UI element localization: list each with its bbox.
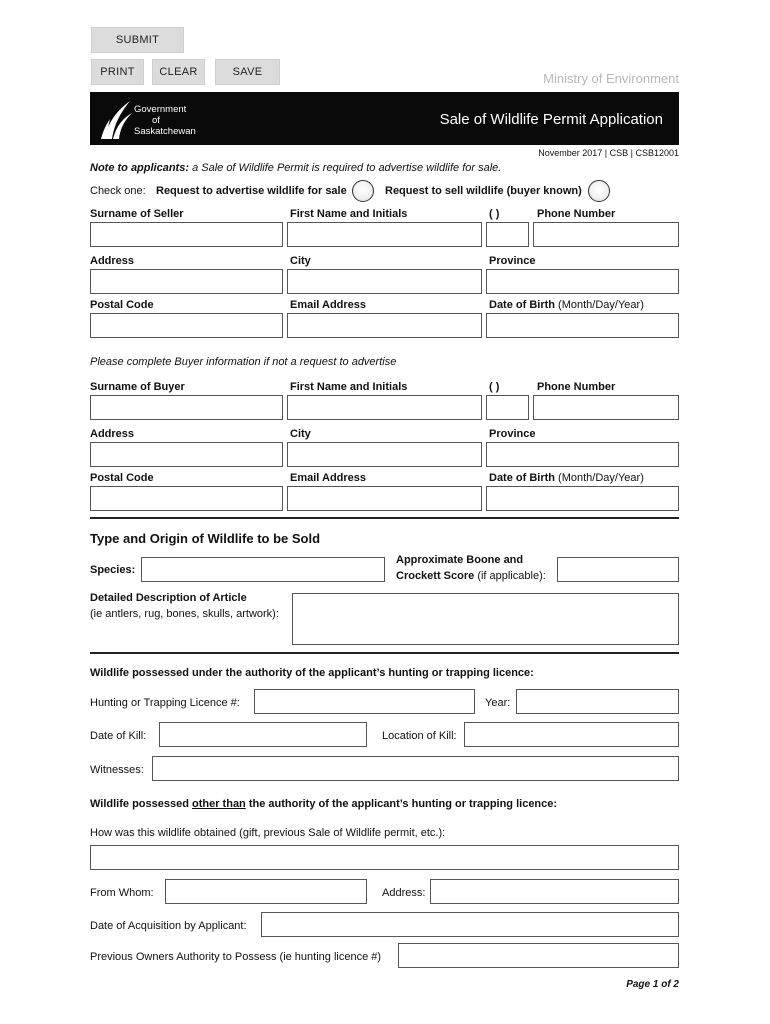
form-reference: November 2017 | CSB | CSB12001: [538, 148, 679, 158]
acquisition-date-label: Date of Acquisition by Applicant:: [90, 920, 247, 932]
date-kill-input[interactable]: [159, 722, 367, 747]
clear-button[interactable]: CLEAR: [152, 59, 205, 85]
ministry-name: Ministry of Environment: [543, 71, 679, 86]
how-obtained-label: How was this wildlife obtained (gift, previous Sale of Wildlife permit, etc.):: [90, 827, 446, 839]
seller-dob-input[interactable]: [486, 313, 679, 338]
buyer-area-code-label: ( ): [489, 381, 500, 393]
seller-first-name-input[interactable]: [287, 222, 482, 247]
government-wordmark: [134, 104, 196, 137]
buyer-surname-label: Surname of Buyer: [90, 381, 185, 393]
buyer-address-input[interactable]: [90, 442, 283, 467]
year-input[interactable]: [516, 689, 679, 714]
seller-email-input[interactable]: [287, 313, 482, 338]
note-text: a Sale of Wildlife Permit is required to advertise wildlife for sale.: [189, 162, 502, 174]
licence-section-title: Wildlife possessed under the authority of the applicant’s hunting or trapping licence:: [90, 667, 534, 679]
buyer-phone-input[interactable]: [533, 395, 679, 420]
location-kill-label: Location of Kill:: [382, 730, 457, 742]
description-textarea[interactable]: [292, 593, 679, 645]
buyer-dob-input[interactable]: [486, 486, 679, 511]
seller-dob-format: (Month/Day/Year): [555, 299, 644, 311]
witnesses-input[interactable]: [152, 756, 679, 781]
score-label-text: Crockett Score: [396, 570, 475, 582]
buyer-instruction: Please complete Buyer information if not a request to advertise: [90, 356, 397, 368]
seller-phone-label: Phone Number: [537, 208, 616, 220]
buyer-city-input[interactable]: [287, 442, 482, 467]
submit-button[interactable]: SUBMIT: [91, 27, 184, 53]
seller-surname-label: Surname of Seller: [90, 208, 184, 220]
seller-phone-input[interactable]: [533, 222, 679, 247]
buyer-first-name-input[interactable]: [287, 395, 482, 420]
buyer-postal-input[interactable]: [90, 486, 283, 511]
buyer-email-input[interactable]: [287, 486, 482, 511]
witnesses-label: Witnesses:: [90, 764, 144, 776]
other-title-underlined: other than: [192, 798, 246, 810]
from-whom-input[interactable]: [165, 879, 367, 904]
section-divider-2: [90, 652, 679, 654]
note-label: Note to applicants:: [90, 162, 190, 174]
government-logo-icon: [100, 99, 134, 141]
seller-surname-input[interactable]: [90, 222, 283, 247]
save-button[interactable]: SAVE: [215, 59, 280, 85]
seller-area-code-label: ( ): [489, 208, 500, 220]
buyer-dob-label-text: Date of Birth: [489, 472, 555, 484]
buyer-postal-label: Postal Code: [90, 472, 154, 484]
wildlife-section-title: Type and Origin of Wildlife to be Sold: [90, 531, 321, 546]
seller-dob-label-text: Date of Birth: [489, 299, 555, 311]
gov-line-3: Saskatchewan: [134, 126, 196, 137]
seller-city-label: City: [290, 255, 311, 267]
gov-line-2: of: [152, 115, 160, 126]
licence-number-label: Hunting or Trapping Licence #:: [90, 697, 240, 709]
buyer-address-label: Address: [90, 428, 135, 440]
radio-advertise[interactable]: [352, 180, 374, 202]
location-kill-input[interactable]: [464, 722, 679, 747]
seller-postal-input[interactable]: [90, 313, 283, 338]
other-section-title: [90, 798, 557, 810]
other-title-suffix: the authority of the applicant’s hunting or trapping licence:: [245, 798, 558, 810]
description-hint: (ie antlers, rug, bones, skulls, artwork):: [90, 608, 279, 620]
seller-city-input[interactable]: [287, 269, 482, 294]
other-title-prefix: Wildlife possessed: [90, 798, 192, 810]
description-label: Detailed Description of Article: [90, 592, 247, 604]
seller-area-code-input[interactable]: [486, 222, 529, 247]
how-obtained-input[interactable]: [90, 845, 679, 870]
date-kill-label: Date of Kill:: [90, 730, 147, 742]
species-input[interactable]: [141, 557, 385, 582]
section-divider-1: [90, 517, 679, 519]
buyer-phone-label: Phone Number: [537, 381, 616, 393]
score-label-line-1: Approximate Boone and: [396, 554, 524, 566]
buyer-dob-label: [489, 472, 644, 484]
other-address-input[interactable]: [430, 879, 679, 904]
seller-dob-label: [489, 299, 644, 311]
buyer-email-label: Email Address: [290, 472, 367, 484]
previous-owners-input[interactable]: [398, 943, 679, 968]
option-sell-label: Request to sell wildlife (buyer known): [385, 185, 582, 197]
print-button[interactable]: PRINT: [91, 59, 144, 85]
buyer-dob-format: (Month/Day/Year): [555, 472, 644, 484]
header-band: [90, 92, 679, 145]
year-label: Year:: [485, 697, 511, 709]
page-number: Page 1 of 2: [626, 979, 679, 990]
buyer-area-code-input[interactable]: [486, 395, 529, 420]
seller-province-input[interactable]: [486, 269, 679, 294]
buyer-surname-input[interactable]: [90, 395, 283, 420]
buyer-province-input[interactable]: [486, 442, 679, 467]
score-label-line-2: [396, 570, 546, 582]
buyer-city-label: City: [290, 428, 311, 440]
seller-postal-label: Postal Code: [90, 299, 154, 311]
seller-address-input[interactable]: [90, 269, 283, 294]
species-label: Species:: [90, 564, 136, 576]
seller-province-label: Province: [489, 255, 536, 267]
acquisition-date-input[interactable]: [261, 912, 679, 937]
check-one-label: Check one:: [90, 185, 146, 197]
gov-line-1: Government: [134, 104, 187, 115]
form-title: Sale of Wildlife Permit Application: [439, 111, 663, 128]
note-to-applicants: [90, 162, 501, 174]
seller-email-label: Email Address: [290, 299, 367, 311]
other-address-label: Address:: [382, 887, 426, 899]
buyer-province-label: Province: [489, 428, 536, 440]
licence-number-input[interactable]: [254, 689, 475, 714]
option-advertise-label: Request to advertise wildlife for sale: [156, 185, 347, 197]
radio-sell[interactable]: [588, 180, 610, 202]
score-input[interactable]: [557, 557, 679, 582]
seller-address-label: Address: [90, 255, 135, 267]
previous-owners-label: Previous Owners Authority to Possess (ie hunting licence #): [90, 951, 382, 963]
buyer-first-name-label: First Name and Initials: [290, 381, 408, 393]
from-whom-label: From Whom:: [90, 887, 154, 899]
seller-first-name-label: First Name and Initials: [290, 208, 408, 220]
score-label-suffix: (if applicable):: [474, 570, 546, 582]
